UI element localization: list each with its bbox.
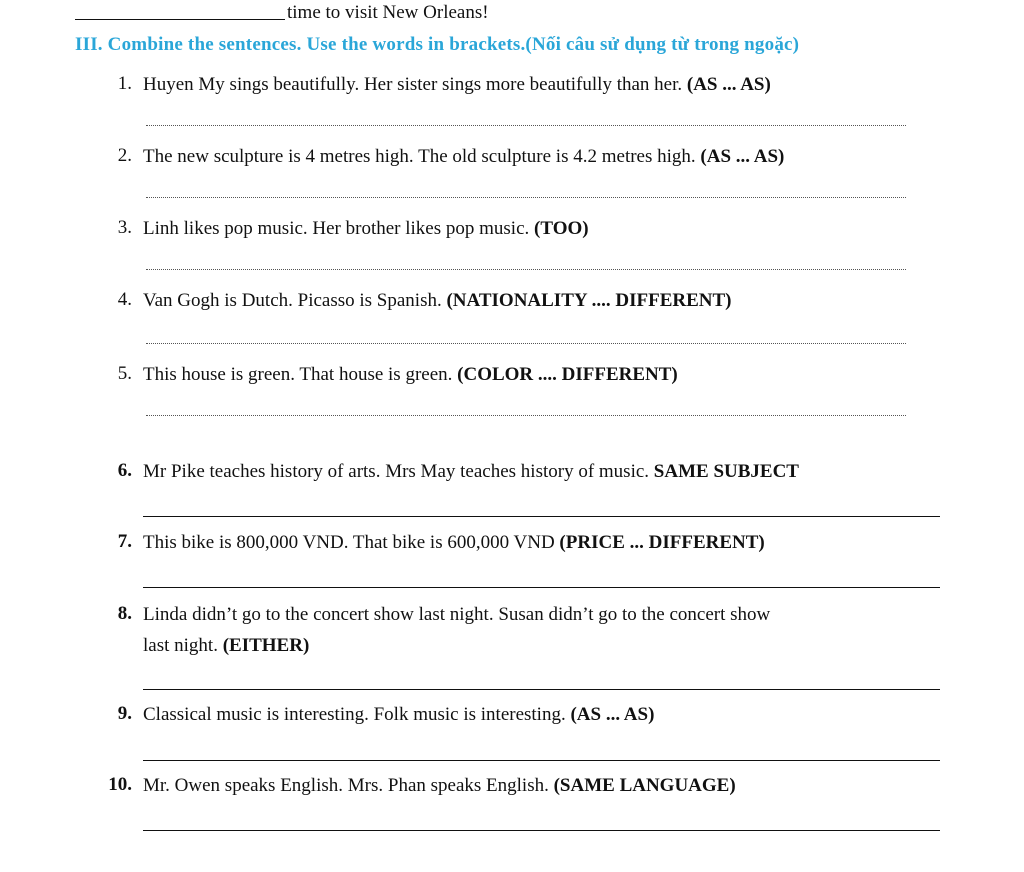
answer-blank[interactable] xyxy=(75,19,285,20)
item-sentence: Linh likes pop music. Her brother likes pop music. (TOO) xyxy=(143,218,589,239)
item-keyword: SAME SUBJECT xyxy=(653,461,799,482)
answer-line-3[interactable] xyxy=(146,269,906,270)
previous-exercise-line xyxy=(75,0,489,24)
answer-line-4[interactable] xyxy=(146,343,906,344)
item-keyword: (SAME LANGUAGE) xyxy=(553,775,736,796)
item-number: 2. xyxy=(117,145,132,166)
item-number: 4. xyxy=(117,289,132,310)
item-keyword: (AS ... AS) xyxy=(700,146,785,167)
item-number: 3. xyxy=(117,217,132,238)
item-keyword: (NATIONALITY .... DIFFERENT) xyxy=(446,290,732,311)
item-keyword: (PRICE ... DIFFERENT) xyxy=(559,532,765,553)
item-sentence: Huyen My sings beautifully. Her sister sings more beautifully than her. (AS ... AS) xyxy=(143,74,771,95)
item-number: 9. xyxy=(117,703,132,724)
item-number: 6. xyxy=(117,460,132,481)
answer-line-10[interactable] xyxy=(143,830,940,831)
item-sentence: Van Gogh is Dutch. Picasso is Spanish. (NATIONALITY .... DIFFERENT) xyxy=(143,290,732,311)
item-sentence: This bike is 800,000 VND. That bike is 600,000 VND (PRICE ... DIFFERENT) xyxy=(143,532,765,553)
section-heading: III. Combine the sentences. Use the words in brackets.(Nối câu sử dụng từ trong ngoặc) xyxy=(75,34,800,55)
item-sentence: Classical music is interesting. Folk music is interesting. (AS ... AS) xyxy=(143,704,655,725)
item-keyword: (COLOR .... DIFFERENT) xyxy=(457,364,678,385)
item-number: 8. xyxy=(117,603,132,624)
item-sentence: This house is green. That house is green. (COLOR .... DIFFERENT) xyxy=(143,364,678,385)
answer-line-9[interactable] xyxy=(143,760,940,761)
answer-line-1[interactable] xyxy=(146,125,906,126)
item-sentence: Linda didn’t go to the concert show last night. Susan didn’t go to the concert show last night. (EITHER) xyxy=(143,604,771,656)
answer-line-5[interactable] xyxy=(146,415,906,416)
answer-line-2[interactable] xyxy=(146,197,906,198)
answer-line-7[interactable] xyxy=(143,587,940,588)
item-keyword: (TOO) xyxy=(534,218,589,239)
item-keyword: (AS ... AS) xyxy=(570,704,655,725)
answer-line-6[interactable] xyxy=(143,516,940,517)
item-sentence: Mr. Owen speaks English. Mrs. Phan speaks English. (SAME LANGUAGE) xyxy=(143,775,736,796)
item-keyword: (AS ... AS) xyxy=(686,74,771,95)
answer-line-8[interactable] xyxy=(143,689,940,690)
previous-exercise-text: time to visit New Orleans! xyxy=(287,2,489,23)
item-number: 5. xyxy=(117,363,132,384)
item-sentence: The new sculpture is 4 metres high. The old sculpture is 4.2 metres high. (AS ... AS) xyxy=(143,146,785,167)
item-number: 7. xyxy=(117,531,132,552)
item-sentence: Mr Pike teaches history of arts. Mrs May teaches history of music. SAME SUBJECT xyxy=(143,461,799,482)
item-number: 10. xyxy=(108,774,132,795)
item-keyword: (EITHER) xyxy=(222,635,310,656)
item-number: 1. xyxy=(117,73,132,94)
